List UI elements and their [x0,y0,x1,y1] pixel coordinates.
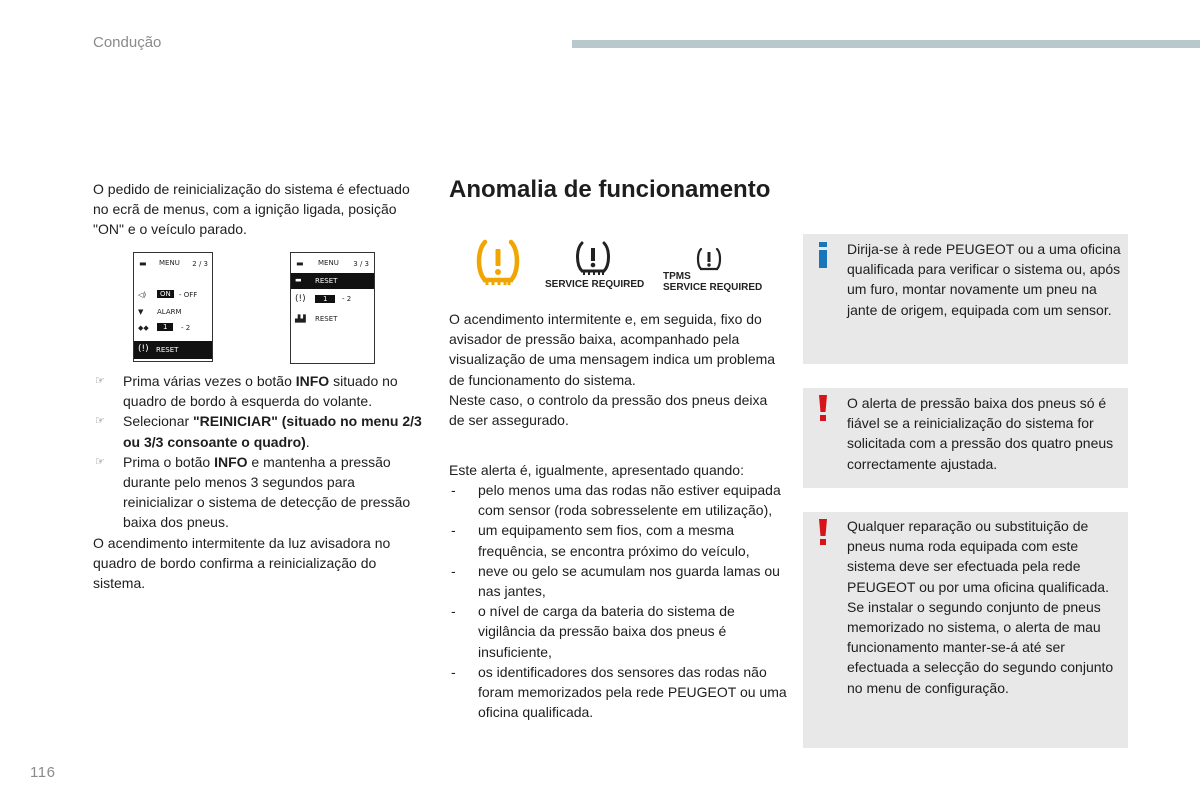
tpms-service-icon [573,240,613,276]
menu-page: 2 / 3 [192,260,208,268]
list-item: - os identificadores dos sensores das rodas não foram memorizados pela rede PEUGEOT ou uma oficina qualificada. [451,663,787,721]
section-heading: Anomalia de funcionamento [449,176,771,203]
option-on-highlight: ON [157,290,174,298]
reset-label: RESET [156,346,179,354]
hand-pointer-icon: ☞ [95,375,105,387]
tpms-warning-icon [473,238,523,286]
page-number: 116 [30,764,56,781]
tpms-label: TPMS [663,271,691,282]
header-accent-bar [572,40,1200,48]
exclamation-icon [818,519,828,545]
menu-icon: ▬ [139,259,147,268]
hand-pointer-icon: ☞ [95,455,105,468]
menu-page: 3 / 3 [353,260,369,268]
tpms-light-icon [695,247,723,273]
warning-text: Qualquer reparação ou substituição de pneus numa roda equipada com este sistema deve ser efectuada pela rede PEUGEOT ou por uma oficina qualificada. Se instalar o segundo conjunto de pneus memorizado no sistema, o alerta de mau funcionamento manter-se-á até ser efectuada a selecção do segundo conjunto no menu de configuração. [847,518,1114,696]
tpms-service-required-label: SERVICE REQUIRED [663,282,763,293]
option-off: - OFF [179,291,198,299]
reset-steps-list [93,371,423,533]
malfunction-paragraph: O acendimento intermitente e, em seguida, fixo do avisador de pressão baixa, acompanhado pela visualização de uma mensagem indica um problema de funcionamento do sistema. Neste caso, o controlo da pressão dos pneus deixa de ser assegurado. [449,311,776,429]
intro-paragraph: O pedido de reinicialização do sistema é efectuado no ecrã de menus, com a ignição ligada, posição "ON" e o veículo parado. [93,181,410,238]
volume-icon: ◁) [138,291,147,299]
option-2: - 2 [181,324,191,332]
list-item: ☞ Prima o botão INFO e mantenha a pressão durante pelo menos 3 segundos para reinicializar o sistema de detecção de pressão baixa dos pneus. [95,453,411,531]
factory-icon: ▟▟ [295,315,306,323]
list-item: - neve ou gelo se acumulam nos guarda lamas ou nas jantes, [451,562,780,600]
info-text: Dirija-se à rede PEUGEOT ou a uma oficina qualificada para verificar o sistema ou, após um furo, montar novamente um pneu na jante de origem, equipada com um sensor. [847,241,1121,318]
menu-icon: ▬ [296,259,304,268]
warning-text: O alerta de pressão baixa dos pneus só é fiável se a reinicialização do sistema for solicitada com a pressão dos quatro pneus correctamente ajustada. [847,395,1114,472]
arrows-icon: ◆◆ [138,324,149,332]
menu-icon: ▬ [295,276,302,284]
menu-label: MENU [318,259,339,267]
service-required-label: SERVICE REQUIRED [545,279,645,290]
warning-box [803,512,1128,748]
option-1-highlight: 1 [315,295,335,303]
alarm-icon: ▼ [138,308,144,316]
option-1-highlight: 1 [157,323,173,331]
list-item: - o nível de carga da bateria do sistema de vigilância da pressão baixa dos pneus é insuficiente, [451,603,735,660]
alert-intro-paragraph: Este alerta é, igualmente, apresentado quando: [449,462,744,478]
alarm-label: ALARM [157,308,182,316]
hand-pointer-icon: ☞ [95,415,105,428]
reset-label: RESET [315,277,338,285]
tpms-icon: (!) [138,344,149,354]
section-title: Condução [93,34,162,51]
warning-box [803,388,1128,488]
alert-conditions-list [449,480,789,722]
menu-screen-2-of-3 [133,252,213,362]
exclamation-icon [818,395,828,421]
menu-screen-3-of-3 [290,252,375,364]
info-icon [817,242,829,268]
list-item: - pelo menos uma das rodas não estiver equipada com sensor (roda sobresselente em utilização), [451,482,781,519]
list-item: ☞ Prima várias vezes o botão INFO situado no quadro de bordo à esquerda do volante. [95,373,398,410]
list-item: - um equipamento sem fios, com a mesma frequência, se encontra próximo do veículo, [451,522,750,559]
option-2: - 2 [342,295,352,303]
reset-label: RESET [315,315,338,323]
confirmation-paragraph: O acendimento intermitente da luz avisadora no quadro de bordo confirma a reinicialização do sistema. [93,535,391,592]
list-item: ☞ Selecionar "REINICIAR" (situado no menu 2/3 ou 3/3 consoante o quadro). [95,413,422,450]
menu-label: MENU [159,259,180,267]
tpms-icon: (!) [295,294,306,304]
info-box [803,234,1128,364]
